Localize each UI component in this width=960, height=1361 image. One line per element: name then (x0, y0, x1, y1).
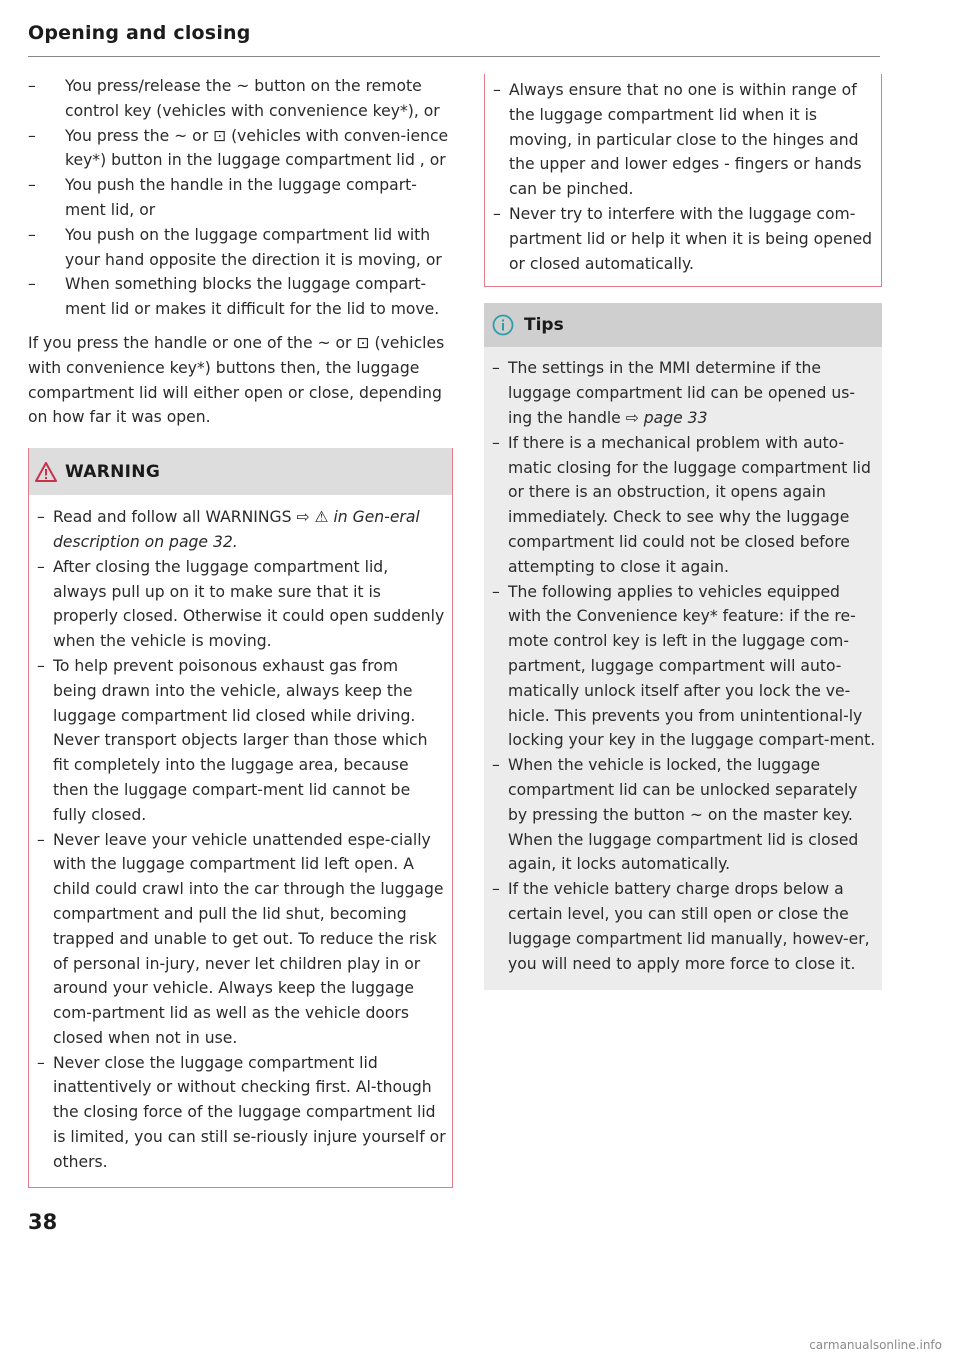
watermark: carmanualsonline.info (809, 1338, 942, 1352)
warning-list (35, 505, 446, 1175)
header-rule (28, 56, 880, 57)
page-number: 38 (28, 1209, 58, 1234)
info-icon (492, 314, 514, 336)
list-item: – You push the handle in the luggage compart-ment lid, or (28, 173, 453, 223)
tip-item: – When the vehicle is locked, the luggage compartment lid can be unlocked separately by pressing the button ~ on the master key. When the luggage compartment lid is closed again, it locks automatically. (490, 753, 876, 877)
warning-triangle-icon (35, 462, 57, 482)
warning-header (29, 448, 452, 495)
intro-paragraph: If you press the handle or one of the ~ or ⊡ (vehicles with convenience key*) buttons then, the luggage compartment lid will either open or close, depending on how far it was open. (28, 333, 445, 427)
tips-title: Tips (524, 315, 564, 336)
left-column (28, 74, 453, 1234)
list-item: – You press/release the ~ button on the remote control key (vehicles with convenience key*), or (28, 74, 453, 124)
tips-body (484, 347, 882, 990)
list-item: – When something blocks the luggage compart-ment lid or makes it difficult for the lid to move. (28, 272, 453, 322)
list-item: – You press the ~ or ⊡ (vehicles with conven-ience key*) button in the luggage compartment lid , or (28, 124, 453, 174)
warning-title: WARNING (65, 461, 161, 482)
page-header (28, 22, 880, 57)
warning-item: – Never try to interfere with the luggage com-partment lid or help it when it is being opened or closed automatically. (491, 202, 875, 276)
tip-item: – The settings in the MMI determine if the luggage compartment lid can be opened us-ing the handle ⇨ page 33 (490, 356, 876, 430)
list-item: – You push on the luggage compartment lid with your hand opposite the direction it is moving, or (28, 223, 453, 273)
warning-item: – Always ensure that no one is within range of the luggage compartment lid when it is moving, in particular close to the hinges and the upper and lower edges - fingers or hands can be pinched. (491, 78, 875, 202)
warning-item: – To help prevent poisonous exhaust gas from being drawn into the vehicle, always keep the luggage compartment lid closed while driving. Never transport objects larger than those which fit completely into the luggage area, because then the luggage compart-ment lid cannot be fully closed. (35, 654, 446, 828)
warning-item: – Read and follow all WARNINGS ⇨ ⚠ in Gen-eral description on page 32. (35, 505, 446, 555)
right-column (484, 74, 882, 990)
tips-header (484, 303, 882, 347)
warning-item: – After closing the luggage compartment lid, always pull up on it to make sure that it is properly closed. Otherwise it could open suddenly when the vehicle is moving. (35, 555, 446, 654)
warning-item: – Never leave your vehicle unattended espe-cially with the luggage compartment lid left open. A child could crawl into the car through the luggage compartment and pull the lid shut, becoming trapped and unable to get out. To reduce the risk of personal in-jury, never let children play in or around your vehicle. Always keep the luggage com-partment lid as well as the vehicle doors closed when not in use. (35, 828, 446, 1051)
intro-list (28, 74, 453, 322)
tip-item: – If the vehicle battery charge drops below a certain level, you can still open or close the luggage compartment lid manually, howev-er, you will need to apply more force to close it. (490, 877, 876, 976)
tip-item: – The following applies to vehicles equipped with the Convenience key* feature: if the re-mote control key is left in the luggage com-partment, luggage compartment will auto-matically unlock itself after you lock the ve-hicle. This prevents you from unintentional-ly locking your key in the luggage compart-ment. (490, 580, 876, 754)
page-title: Opening and closing (28, 22, 251, 44)
warning-box (28, 448, 453, 1188)
tips-box (484, 303, 882, 990)
warning-item: – Never close the luggage compartment lid inattentively or without checking first. Al-though the closing force of the luggage compartment lid is limited, you can still se-riously injure yourself or others. (35, 1051, 446, 1175)
warning-body (29, 495, 452, 1187)
warning-box-continued (484, 74, 882, 287)
warning-continued-list (491, 78, 875, 276)
tip-item: – If there is a mechanical problem with auto-matic closing for the luggage compartment lid or there is an obstruction, it opens again immediately. Check to see why the luggage compartment lid could not be closed before attempting to close it again. (490, 431, 876, 580)
tips-list (490, 356, 876, 976)
